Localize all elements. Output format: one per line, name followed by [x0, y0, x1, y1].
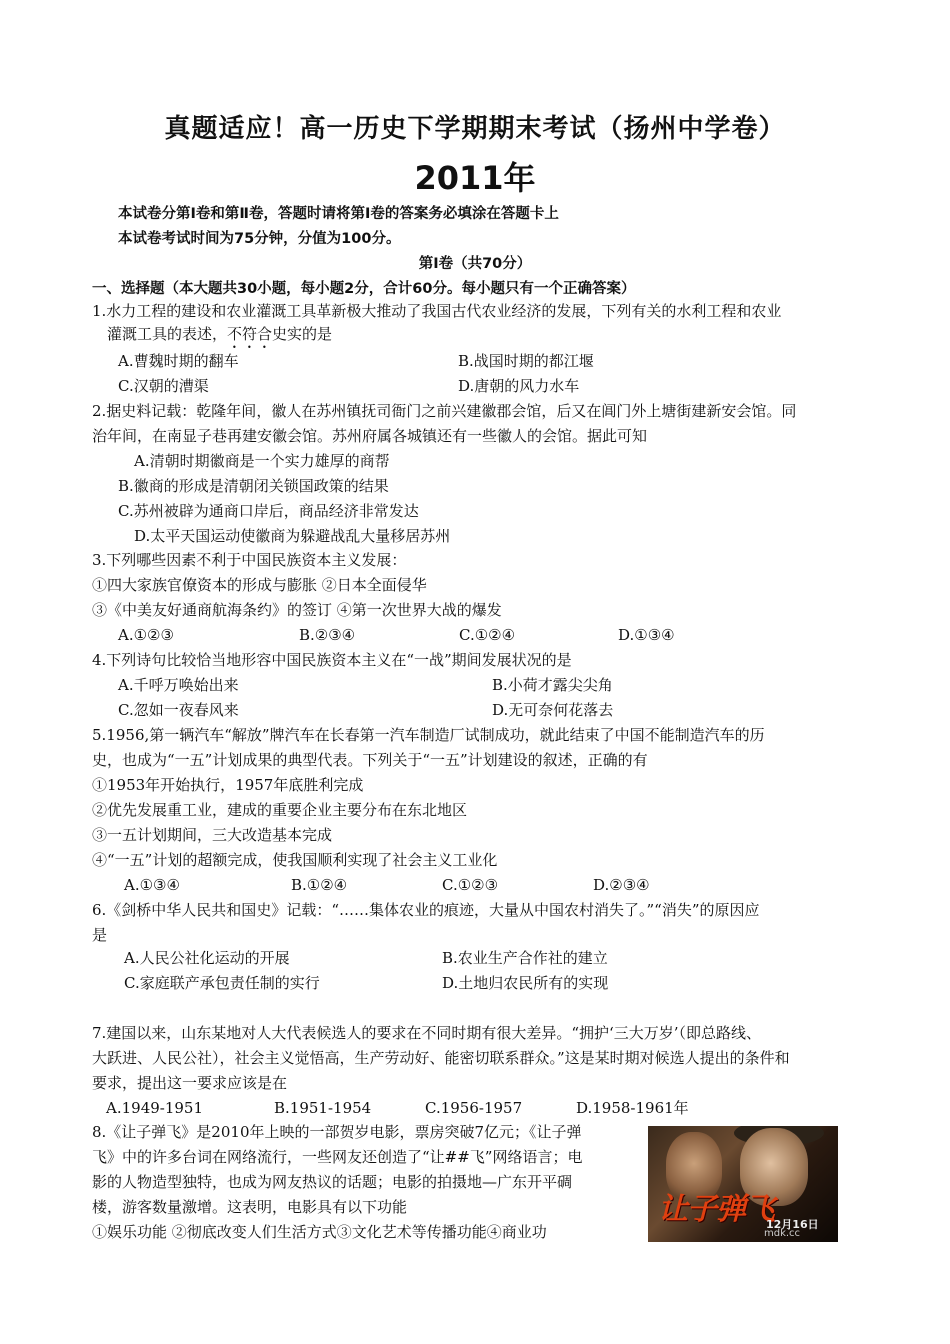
q3-item-2: ③《中美友好通商航海条约》的签订 ④第一次世界大战的爆发 [92, 601, 502, 619]
movie-poster-image [648, 1126, 838, 1242]
q2-option-c: C.苏州被辟为通商口岸后，商品经济非常发达 [118, 502, 419, 520]
q4-stem: 4.下列诗句比较恰当地形容中国民族资本主义在“一战”期间发展状况的是 [92, 651, 572, 669]
q1-option-b: B.战国时期的都江堰 [458, 352, 594, 370]
q1-emphasis: 不符合 [227, 325, 273, 343]
q7-stem: 7.建国以来，山东某地对人大代表候选人的要求在不同时期有很大差异。“拥护‘三大万岁’（即总路线、 [92, 1024, 762, 1042]
q8-stem-3: 影的人物造型独特，也成为网友热议的话题；电影的拍摄地—广东开平碉 [92, 1173, 573, 1191]
q4-option-c: C.忽如一夜春风来 [118, 701, 239, 719]
q6-option-b: B.农业生产合作社的建立 [442, 949, 608, 967]
q1-option-c: C.汉朝的漕渠 [118, 377, 209, 395]
q8-stem: 8.《让子弹飞》是2010年上映的一部贺岁电影，票房突破7亿元；《让子弹 [92, 1123, 582, 1141]
q1-stem-2: 灌溉工具的表述，不符合史实的是 [107, 325, 333, 343]
q5-option-d: D.②③④ [593, 876, 650, 894]
q4-option-b: B.小荷才露尖尖角 [492, 676, 613, 694]
q2-option-b: B.徽商的形成是清朝闭关锁国政策的结果 [118, 477, 389, 495]
q1-option-a: A.曹魏时期的翻车 [118, 352, 239, 370]
q8-items: ①娱乐功能 ②彻底改变人们生活方式③文化艺术等传播功能④商业功 [92, 1223, 547, 1241]
exam-title: 真题适应！高一历史下学期期末考试（扬州中学卷） [164, 114, 786, 144]
q7-option-a: A.1949-1951 [106, 1099, 204, 1117]
q5-item-1: ①1953年开始执行，1957年底胜利完成 [92, 776, 364, 794]
q7-option-d: D.1958-1961年 [576, 1099, 689, 1117]
q3-option-c: C.①②④ [459, 626, 516, 644]
q7-option-b: B.1951-1954 [274, 1099, 372, 1117]
q3-stem: 3.下列哪些因素不利于中国民族资本主义发展： [92, 551, 407, 569]
q2-option-d: D.太平天国运动使徽商为躲避战乱大量移居苏州 [134, 527, 451, 545]
exam-note-1: 本试卷分第Ⅰ卷和第Ⅱ卷，答题时请将第Ⅰ卷的答案务必填涂在答题卡上 [118, 206, 559, 222]
q6-stem: 6.《剑桥中华人民共和国史》记载：“……集体农业的痕迹，大量从中国农村消失了。”“消失”的原因应 [92, 901, 760, 919]
q3-option-d: D.①③④ [618, 626, 675, 644]
exam-note-2: 本试卷考试时间为75分钟，分值为100分。 [118, 231, 401, 247]
q3-option-b: B.②③④ [299, 626, 356, 644]
q8-stem-4: 楼，游客数量激增。这表明，电影具有以下功能 [92, 1198, 408, 1216]
q4-option-d: D.无可奈何花落去 [492, 701, 614, 719]
q2-stem-2: 治年间，在南显子巷再建安徽会馆。苏州府属各城镇还有一些徽人的会馆。据此可知 [92, 427, 648, 445]
poster-date: 12月16日 [766, 1218, 819, 1231]
poster-title: 让子弹飞 [658, 1192, 774, 1227]
part-one-heading: 一、选择题（本大题共30小题，每小题2分，合计60分。每小题只有一个正确答案） [92, 281, 636, 297]
q5-option-c: C.①②③ [442, 876, 499, 894]
q2-option-a: A.清朝时期徽商是一个实力雄厚的商帮 [134, 452, 390, 470]
q1-option-d: D.唐朝的风力水车 [458, 377, 580, 395]
q2-stem: 2.据史料记载：乾隆年间，徽人在苏州镇抚司衙门之前兴建徽郡会馆，后又在阊门外上塘街建新安会馆。同 [92, 402, 797, 420]
exam-year: 2011年 [414, 159, 536, 197]
q6-option-a: A.人民公社化运动的开展 [124, 949, 290, 967]
q5-item-4: ④“一五”计划的超额完成，使我国顺利实现了社会主义工业化 [92, 851, 498, 869]
q5-stem-2: 史，也成为“一五”计划成果的典型代表。下列关于“一五”计划建设的叙述，正确的有 [92, 751, 648, 769]
q3-item-1: ①四大家族官僚资本的形成与膨胀 ②日本全面侵华 [92, 576, 427, 594]
q5-stem: 5.1956,第一辆汽车“解放”牌汽车在长春第一汽车制造厂试制成功，就此结束了中国不能制造汽车的历 [92, 726, 765, 744]
q7-stem-2: 大跃进、人民公社），社会主义觉悟高，生产劳动好、能密切联系群众。”这是某时期对候选人提出的条件和 [92, 1049, 790, 1067]
q4-option-a: A.千呼万唤始出来 [118, 676, 239, 694]
q5-item-2: ②优先发展重工业，建成的重要企业主要分布在东北地区 [92, 801, 468, 819]
q3-option-a: A.①②③ [118, 626, 174, 644]
q7-stem-3: 要求，提出这一要求应该是在 [92, 1074, 288, 1092]
q6-option-c: C.家庭联产承包责任制的实行 [124, 974, 320, 992]
q7-option-c: C.1956-1957 [425, 1099, 523, 1117]
q8-stem-2: 飞》中的许多台词在网络流行，一些网友还创造了“让##飞”网络语言；电 [92, 1148, 583, 1166]
q5-item-3: ③一五计划期间，三大改造基本完成 [92, 826, 333, 844]
q6-stem-2: 是 [92, 926, 108, 944]
q5-option-a: A.①③④ [124, 876, 180, 894]
q1-stem: 1.水力工程的建设和农业灌溉工具革新极大推动了我国古代农业经济的发展，下列有关的水利工程和农业 [92, 302, 782, 320]
q5-option-b: B.①②④ [291, 876, 348, 894]
poster-watermark: mdk.cc [764, 1228, 801, 1239]
q6-option-d: D.土地归农民所有的实现 [442, 974, 609, 992]
section-heading: 第Ⅰ卷（共70分） [418, 256, 532, 272]
